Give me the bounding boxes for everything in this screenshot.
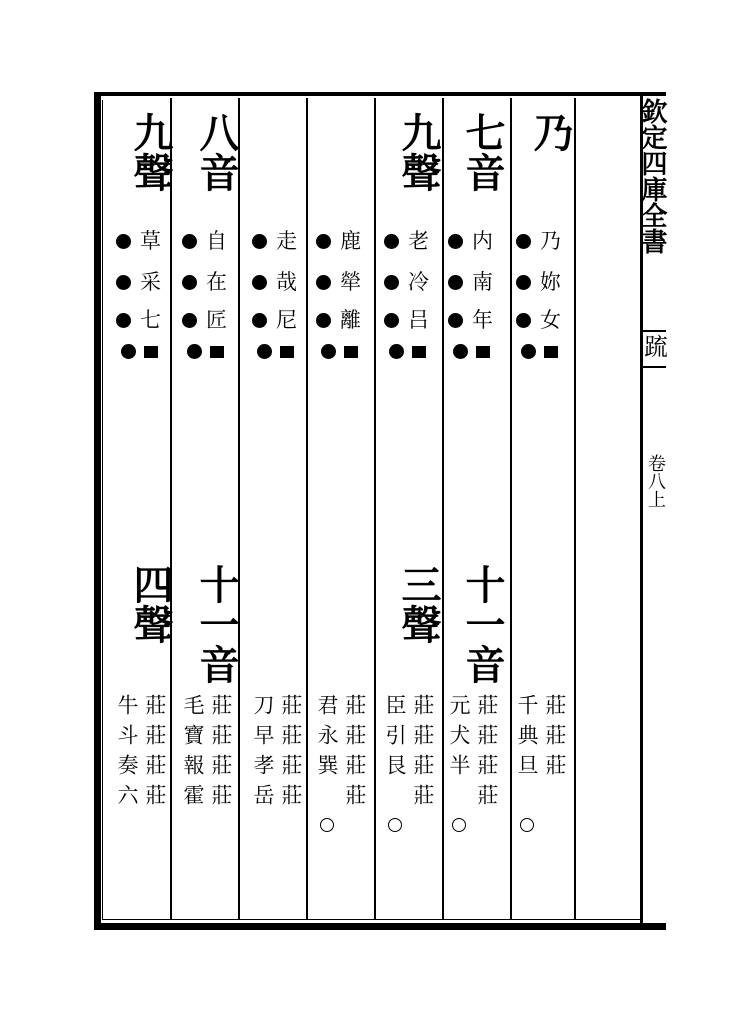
marker-row — [506, 344, 572, 359]
filled-dot-marker — [182, 313, 197, 328]
volume-label: 卷八上 — [645, 454, 666, 508]
column-heading-top: 七音 — [459, 112, 506, 192]
filled-dot-marker — [384, 234, 399, 249]
right-char-run: 莊莊莊莊 — [411, 694, 435, 814]
sound-char: 離 — [340, 308, 361, 332]
column-c1 — [506, 100, 572, 920]
filled-dot-marker — [448, 234, 463, 249]
filled-square-marker — [412, 346, 426, 358]
marker-row — [106, 270, 172, 294]
filled-square-marker — [544, 346, 558, 358]
sound-char: 年 — [472, 308, 493, 332]
left-char-run: 元犬半 — [447, 694, 471, 784]
marker-row — [306, 344, 372, 359]
marker-row — [374, 270, 440, 294]
marker-row — [242, 344, 308, 359]
left-char-run: 牛斗奏六 — [115, 694, 139, 814]
filled-dot-marker — [252, 275, 267, 290]
marker-row — [506, 270, 572, 294]
sound-char: 匠 — [206, 308, 227, 332]
filled-dot-marker — [187, 344, 202, 359]
marker-row — [506, 229, 572, 253]
column-heading-top: 八音 — [193, 112, 240, 192]
filled-dot-marker — [121, 344, 136, 359]
column-heading-top: 九聲 — [395, 112, 442, 192]
filled-dot-marker — [448, 275, 463, 290]
column-heading-top: 乃 — [527, 112, 574, 152]
column-c4 — [306, 100, 372, 920]
sound-char: 老 — [408, 229, 429, 253]
column-c6 — [172, 100, 238, 920]
marker-row — [172, 229, 238, 253]
left-char-run: 臣引艮 — [383, 694, 407, 784]
book-title: 欽定四庫全書 — [637, 98, 667, 254]
marker-row — [374, 308, 440, 332]
marker-row — [172, 270, 238, 294]
filled-dot-marker — [116, 313, 131, 328]
marker-row — [172, 308, 238, 332]
marker-row — [306, 308, 372, 332]
right-char-run: 莊莊莊莊 — [475, 694, 499, 814]
sound-char: 草 — [140, 229, 161, 253]
marker-row — [438, 308, 504, 332]
marker-row — [506, 308, 572, 332]
marker-row — [242, 229, 308, 253]
filled-square-marker — [280, 346, 294, 358]
right-char-run: 莊莊莊莊 — [343, 694, 367, 814]
column-divider — [238, 98, 240, 920]
marker-row — [106, 229, 172, 253]
marker-row — [438, 229, 504, 253]
marker-row — [306, 270, 372, 294]
hollow-circle-marker — [388, 818, 402, 832]
marker-row — [438, 270, 504, 294]
filled-dot-marker — [252, 234, 267, 249]
filled-dot-marker — [516, 234, 531, 249]
sound-char: 鹿 — [340, 229, 361, 253]
filled-dot-marker — [321, 344, 336, 359]
marker-row — [106, 308, 172, 332]
column-heading-bottom: 十一音 — [193, 564, 240, 684]
filled-dot-marker — [384, 275, 399, 290]
filled-square-marker — [144, 346, 158, 358]
sound-char: 乃 — [540, 229, 561, 253]
filled-dot-marker — [384, 313, 399, 328]
sound-char: 走 — [276, 229, 297, 253]
filled-dot-marker — [453, 344, 468, 359]
marker-row — [374, 344, 440, 359]
sound-char: 哉 — [276, 270, 297, 294]
marker-row — [374, 229, 440, 253]
filled-dot-marker — [252, 313, 267, 328]
column-heading-bottom: 三聲 — [395, 564, 442, 644]
right-char-run: 莊莊莊 — [543, 694, 567, 784]
hollow-circle-marker — [452, 818, 466, 832]
left-char-run: 毛寶報霍 — [181, 694, 205, 814]
sound-char: 犖 — [340, 270, 361, 294]
marker-row — [438, 344, 504, 359]
marker-row — [242, 270, 308, 294]
filled-dot-marker — [516, 313, 531, 328]
margin-mark-char: 䟽 — [644, 333, 668, 361]
column-c5 — [242, 100, 308, 920]
sound-char: 在 — [206, 270, 227, 294]
left-char-run: 君永巽 — [315, 694, 339, 784]
filled-dot-marker — [116, 275, 131, 290]
sound-char: 南 — [472, 270, 493, 294]
sound-char: 尼 — [276, 308, 297, 332]
column-c7 — [106, 100, 172, 920]
filled-dot-marker — [116, 234, 131, 249]
column-c2 — [438, 100, 504, 920]
filled-dot-marker — [257, 344, 272, 359]
marker-row — [242, 308, 308, 332]
column-divider — [574, 98, 576, 920]
filled-dot-marker — [316, 275, 331, 290]
filled-dot-marker — [316, 234, 331, 249]
filled-square-marker — [210, 346, 224, 358]
column-heading-top: 九聲 — [127, 112, 174, 192]
column-c3 — [374, 100, 440, 920]
marker-row — [106, 344, 172, 359]
column-heading-bottom: 四聲 — [127, 564, 174, 644]
filled-square-marker — [476, 346, 490, 358]
right-char-run: 莊莊莊莊 — [279, 694, 303, 814]
sound-char: 女 — [540, 308, 561, 332]
filled-dot-marker — [316, 313, 331, 328]
filled-dot-marker — [516, 275, 531, 290]
column-heading-bottom: 十一音 — [459, 564, 506, 684]
sound-char: 七 — [140, 308, 161, 332]
left-char-run: 刀早孝岳 — [251, 694, 275, 814]
marker-row — [172, 344, 238, 359]
sound-char: 自 — [206, 229, 227, 253]
filled-dot-marker — [182, 234, 197, 249]
filled-dot-marker — [182, 275, 197, 290]
marker-row — [306, 229, 372, 253]
sound-char: 采 — [140, 270, 161, 294]
filled-dot-marker — [389, 344, 404, 359]
sound-char: 内 — [472, 229, 493, 253]
right-char-run: 莊莊莊莊 — [209, 694, 233, 814]
sound-char: 妳 — [540, 270, 561, 294]
filled-square-marker — [344, 346, 358, 358]
hollow-circle-marker — [320, 818, 334, 832]
left-char-run: 千典旦 — [515, 694, 539, 784]
filled-dot-marker — [521, 344, 536, 359]
sound-char: 吕 — [408, 308, 429, 332]
sound-char: 冷 — [408, 270, 429, 294]
right-char-run: 莊莊莊莊 — [143, 694, 167, 814]
hollow-circle-marker — [520, 818, 534, 832]
filled-dot-marker — [448, 313, 463, 328]
